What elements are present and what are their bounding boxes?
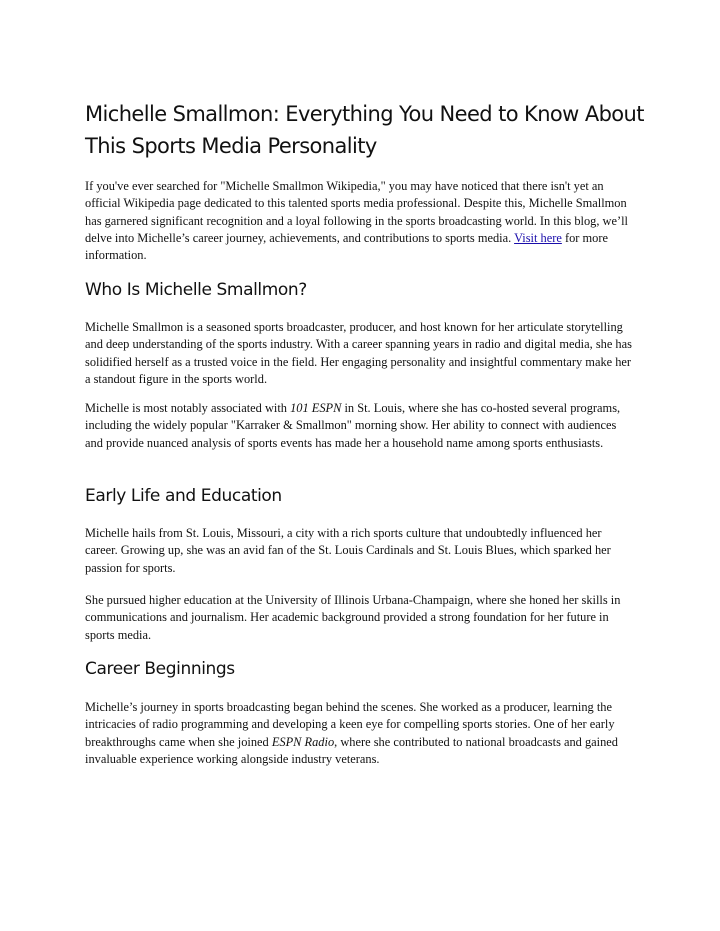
career-p1-text: Michelle’s journey in sports broadcasting began behind the scenes. She worked as a producer, learning the intricacies of radio programming and developing a keen eye for compelling sports stories. One of her early breakthroughs came when she joined xyxy=(85,700,615,749)
station-name: 101 ESPN xyxy=(290,401,342,415)
who-paragraph-1: Michelle Smallmon is a seasoned sports broadcaster, producer, and host known for her articulate storytelling and deep understanding of the sports industry. With a career spanning years in radio and digital media, she has solidified herself as a trusted voice in the field. Her engaging personality and insightful commentary make her a standout figure in the sports world. xyxy=(85,320,632,386)
visit-here-link[interactable]: Visit here xyxy=(514,230,562,245)
career-paragraph-1 xyxy=(85,699,637,768)
article-title: Michelle Smallmon: Everything You Need to Know About This Sports Media Personality xyxy=(85,102,644,158)
early-life-paragraph-2: She pursued higher education at the University of Illinois Urbana-Champaign, where she honed her skills in communications and journalism. Her academic background provided a strong foundation for her future in sports media. xyxy=(85,593,621,642)
who-p2-text-end: in St. Louis, where she has co-hosted several programs, including the widely popular "Karraker & Smallmon" morning show. Her ability to connect with audiences and provide nuanced analysis of sports events has made her a household name among sports enthusiasts. xyxy=(85,401,621,450)
intro-text-end: for more information. xyxy=(85,230,608,263)
who-paragraph-2 xyxy=(85,400,637,452)
intro-text: If you've ever searched for "Michelle Smallmon Wikipedia," you may have noticed that there isn't yet an official Wikipedia page dedicated to this talented sports media professional. Despite this, Michelle Smallmon has garnered significant recognition and a loyal following in the sports broadcasting world. In this blog, we’ll delve into Michelle’s career journey, achievements, and contributions to sports media. xyxy=(85,179,628,245)
early-life-paragraph-1: Michelle hails from St. Louis, Missouri, a city with a rich sports culture that undoubtedly influenced her career. Growing up, she was an avid fan of the St. Louis Cardinals and St. Louis Blues, which sparked her passion for sports. xyxy=(85,526,611,575)
who-p2-text: Michelle is most notably associated with xyxy=(85,401,291,415)
section-heading-career: Career Beginnings xyxy=(85,659,235,679)
radio-name: ESPN Radio xyxy=(271,734,335,749)
career-p1-text-end: , where she contributed to national broadcasts and gained invaluable experience working alongside industry veterans. xyxy=(85,734,618,766)
intro-paragraph xyxy=(85,178,637,264)
section-heading-early-life: Early Life and Education xyxy=(85,486,282,506)
section-heading-who: Who Is Michelle Smallmon? xyxy=(85,280,307,300)
